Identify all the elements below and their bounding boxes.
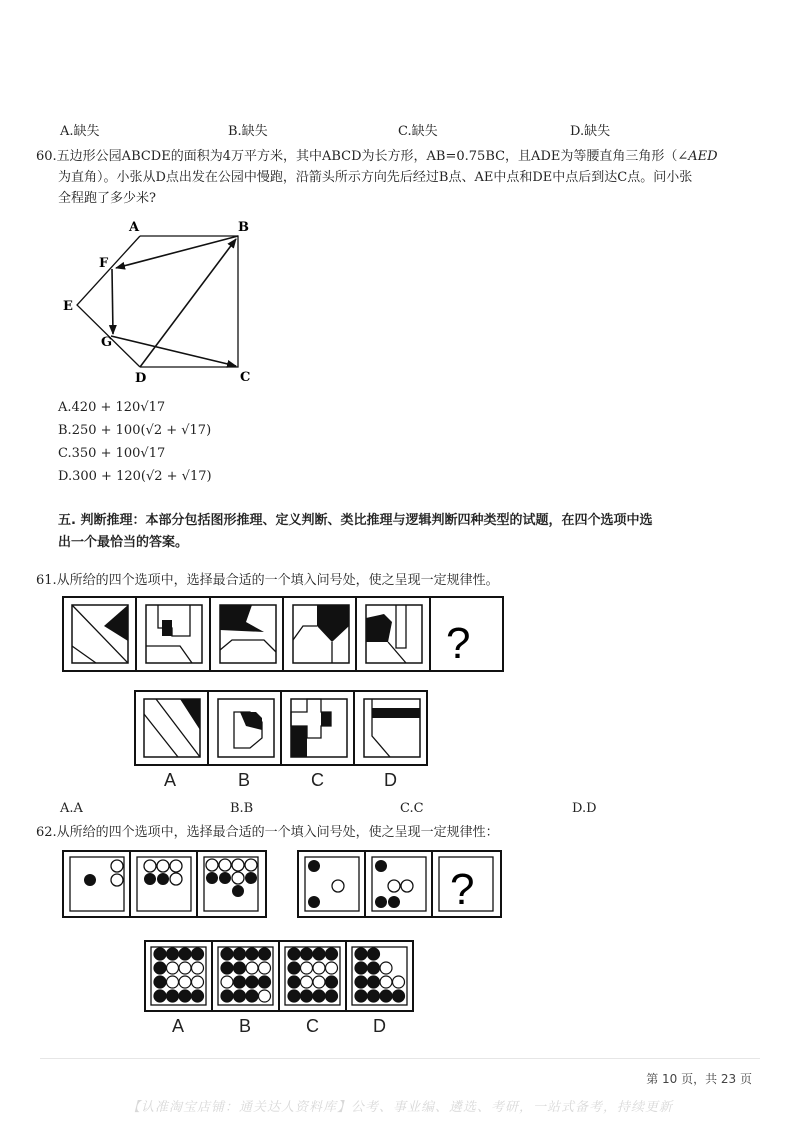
- q62-label-d: D: [373, 1016, 386, 1036]
- q61-option-b: B.B: [230, 801, 254, 816]
- dot: [259, 976, 271, 988]
- q62-options-figure: [144, 940, 416, 1014]
- dot: [288, 948, 300, 960]
- label-a: A: [129, 220, 140, 235]
- q60-option-d: D.300 + 120(√2 + √17): [58, 469, 212, 484]
- dot: [221, 962, 233, 974]
- dot: [234, 990, 246, 1002]
- label-c: C: [240, 370, 251, 385]
- dot: [313, 990, 325, 1002]
- q61-option-a: A.A: [60, 801, 83, 816]
- dot: [301, 962, 313, 974]
- dot: [192, 948, 204, 960]
- dot: [301, 990, 313, 1002]
- q61-option-c: C.C: [400, 801, 424, 816]
- dot: [368, 962, 380, 974]
- q62-label-a: A: [172, 1016, 185, 1036]
- q59-option-d: D.缺失: [570, 124, 611, 139]
- q60-option-b: B.250 + 100(√2 + √17): [58, 423, 212, 438]
- dot: [355, 976, 367, 988]
- dot: [368, 990, 380, 1002]
- q61-options-figure: [134, 690, 430, 768]
- q62-question: 62.从所给的四个选项中，选择最合适的一个填入问号处，使之呈现一定规律性：: [36, 825, 499, 840]
- path-b-to-f: [116, 236, 238, 268]
- dot: [192, 976, 204, 988]
- dot: [246, 948, 258, 960]
- dot: [259, 962, 271, 974]
- q61-label-c: C: [311, 770, 324, 790]
- q61-question-mark: ?: [446, 619, 471, 668]
- label-g: G: [101, 335, 113, 350]
- q60-question-line1: 60.五边形公园ABCDE的面积为4万平方米，其中ABCD为长方形，AB=0.75BC，且ADE为等腰直角三角形（∠AED: [36, 149, 718, 164]
- q61-question: 61.从所给的四个选项中，选择最合适的一个填入问号处，使之呈现一定规律性。: [36, 573, 499, 588]
- q59-option-b: B.缺失: [228, 124, 268, 139]
- footer-divider: [40, 1058, 760, 1059]
- section-heading: 五. 判断推理：本部分包括图形推理、定义判断、类比推理与逻辑判断四种类型的试题，在四个选项中选 出一个最恰当的答案。: [58, 513, 653, 550]
- label-d: D: [135, 371, 147, 386]
- dot: [288, 976, 300, 988]
- dot: [380, 976, 392, 988]
- watermark-text: 【认准淘宝店铺：通关达人资料库】公考、事业编、遴选、考研，一站式备考，持续更新: [126, 1100, 673, 1115]
- dot: [154, 990, 166, 1002]
- dot: [179, 990, 191, 1002]
- dot: [167, 962, 179, 974]
- dot: [246, 976, 258, 988]
- dot: [179, 948, 191, 960]
- label-b: B: [238, 220, 249, 235]
- dot: [154, 962, 166, 974]
- q60-option-c: C.350 + 100√17: [58, 446, 166, 461]
- dot: [246, 990, 258, 1002]
- dot: [326, 948, 338, 960]
- q61-sequence-figure: [62, 596, 506, 674]
- dot: [313, 948, 325, 960]
- q60-question-line3: 全程跑了多少米?: [58, 191, 156, 206]
- path-f-to-g: [112, 269, 113, 334]
- q59-option-c: C.缺失: [398, 124, 438, 139]
- q62-question-mark: ?: [450, 865, 475, 914]
- dot: [179, 962, 191, 974]
- dot: [221, 948, 233, 960]
- dot: [167, 976, 179, 988]
- dot: [154, 948, 166, 960]
- dot: [259, 990, 271, 1002]
- dot: [301, 948, 313, 960]
- q60-option-a: A.420 + 120√17: [58, 400, 166, 415]
- dot: [167, 948, 179, 960]
- q59-option-a: A.缺失: [60, 124, 100, 139]
- dot: [380, 962, 392, 974]
- dot: [368, 976, 380, 988]
- dot: [326, 990, 338, 1002]
- dot: [355, 990, 367, 1002]
- dot: [234, 962, 246, 974]
- dot: [192, 962, 204, 974]
- dot: [301, 976, 313, 988]
- dot: [221, 990, 233, 1002]
- q60-angle: ∠AED: [677, 149, 718, 164]
- dot: [234, 948, 246, 960]
- dot: [393, 990, 405, 1002]
- q60-pentagon-figure: [55, 215, 270, 390]
- q61-label-b: B: [238, 770, 251, 790]
- dot: [246, 962, 258, 974]
- dot: [355, 962, 367, 974]
- dot: [221, 976, 233, 988]
- q61-option-d: D.D: [572, 801, 597, 816]
- q62-label-c: C: [306, 1016, 319, 1036]
- dot: [259, 948, 271, 960]
- q60-question-line2: 为直角）。小张从D点出发在公园中慢跑，沿箭头所示方向先后经过B点、AE中点和DE中点后到达C点。问小张: [58, 170, 693, 185]
- dot: [179, 976, 191, 988]
- q61-label-d: D: [384, 770, 397, 790]
- dot: [326, 962, 338, 974]
- dot: [167, 990, 179, 1002]
- dot: [313, 962, 325, 974]
- dot: [355, 948, 367, 960]
- dot: [313, 976, 325, 988]
- dot: [380, 990, 392, 1002]
- path-g-to-c: [111, 336, 236, 366]
- dot: [288, 962, 300, 974]
- dot: [368, 948, 380, 960]
- label-e: E: [63, 299, 73, 314]
- q62-label-b: B: [239, 1016, 252, 1036]
- dot: [154, 976, 166, 988]
- dot: [234, 976, 246, 988]
- q62-sequence-figure: [62, 848, 502, 922]
- dot: [288, 990, 300, 1002]
- dot: [393, 976, 405, 988]
- dot: [192, 990, 204, 1002]
- q61-label-a: A: [164, 770, 177, 790]
- label-f: F: [99, 256, 109, 271]
- dot: [84, 874, 96, 886]
- page-number: 第 10 页，共 23 页: [646, 1072, 752, 1086]
- dot: [326, 976, 338, 988]
